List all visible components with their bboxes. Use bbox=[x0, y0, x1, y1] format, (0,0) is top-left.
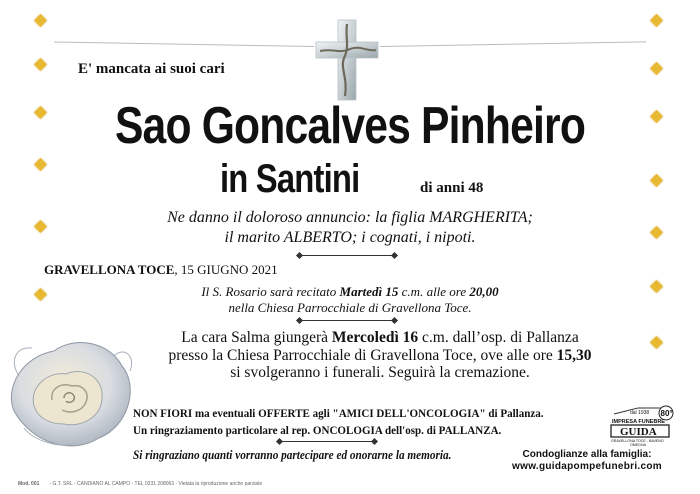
separator bbox=[280, 441, 374, 442]
dateline-date: , 15 GIUGNO 2021 bbox=[174, 262, 278, 277]
logo-name: GUIDA bbox=[620, 426, 657, 438]
footer-mod: Mod. 001 bbox=[18, 481, 40, 487]
separator bbox=[300, 320, 394, 321]
thanks-text: Si ringraziano quanti vorranno partecipare ed onorarne la memoria. bbox=[133, 448, 452, 462]
dateline bbox=[44, 262, 278, 278]
funeral-l2-time: 15,30 bbox=[556, 347, 592, 364]
funeral-line-2 bbox=[80, 347, 680, 365]
deceased-name: Sao Goncalves Pinheiro bbox=[114, 97, 586, 155]
logo-years: 80° bbox=[660, 409, 673, 418]
rose-icon bbox=[4, 316, 144, 456]
separator bbox=[300, 255, 394, 256]
ornament-diamond-icon bbox=[650, 174, 663, 187]
rosary-time: 20,00 bbox=[469, 284, 499, 299]
rosary-line-1 bbox=[0, 284, 700, 300]
dateline-place: GRAVELLONA TOCE bbox=[44, 262, 175, 277]
ornament-diamond-icon bbox=[34, 106, 47, 119]
logo-sub: GRAVELLONA TOCE - BAVENO bbox=[611, 439, 664, 443]
donations-line-2: Un ringraziamento particolare al rep. ONCOLOGIA dell'osp. di PALLANZA. bbox=[133, 423, 502, 437]
funeral-l1-day: Mercoledì 16 bbox=[331, 329, 419, 346]
announcement-line-1: Ne danno il doloroso annuncio: la figlia MARGHERITA; bbox=[167, 209, 533, 226]
ornament-diamond-icon bbox=[34, 14, 47, 27]
logo-top: IMPRESA FUNEBRE bbox=[612, 419, 665, 425]
ornament-diamond-icon bbox=[34, 58, 47, 71]
agency-logo bbox=[608, 404, 676, 446]
ornament-diamond-icon bbox=[34, 158, 47, 171]
agency-website[interactable]: www.guidapompefunebri.com bbox=[512, 461, 662, 472]
funeral-line-3: si svolgeranno i funerali. Seguirà la cremazione. bbox=[230, 364, 530, 381]
rosary-pre: Il S. Rosario sarà recitato bbox=[201, 284, 340, 299]
funeral-line-1 bbox=[80, 329, 680, 347]
footer-text: - G.T. SRL - CANDIANO AL CAMPO - TEL 0331 208063 - Vietata la riproduzione anche parziale bbox=[49, 481, 263, 487]
announcement-line-2: il marito ALBERTO; i cognati, i nipoti. bbox=[224, 229, 476, 246]
donations-line-1: NON FIORI ma eventuali OFFERTE agli "AMICI DELL'ONCOLOGIA" di Pallanza. bbox=[133, 406, 544, 420]
cross-icon bbox=[314, 18, 380, 102]
logo-since: dal 1938 bbox=[630, 410, 650, 416]
header-line-left bbox=[54, 41, 314, 47]
footer bbox=[18, 481, 262, 487]
condolences-text: Condoglianze alla famiglia: bbox=[522, 449, 652, 460]
rosary-line-2: nella Chiesa Parrocchiale di Gravellona Toce. bbox=[228, 300, 472, 315]
funeral-l1-post: c.m. dall’osp. di Pallanza bbox=[418, 329, 579, 346]
logo-city: OMEGNA bbox=[630, 443, 646, 446]
ornament-diamond-icon bbox=[650, 110, 663, 123]
rosary-mid: c.m. alle ore bbox=[398, 284, 470, 299]
ornament-diamond-icon bbox=[650, 62, 663, 75]
ornament-diamond-icon bbox=[650, 14, 663, 27]
funeral-l2-pre: presso la Chiesa Parrocchiale di Gravellona Toce, ove alle ore bbox=[168, 347, 557, 364]
age-text: di anni 48 bbox=[420, 180, 484, 196]
intro-text: E' mancata ai suoi cari bbox=[78, 61, 225, 77]
header-line-right bbox=[380, 41, 646, 47]
rosary-day: Martedì 15 bbox=[339, 284, 399, 299]
funeral-l1-pre: La cara Salma giungerà bbox=[181, 329, 332, 346]
married-name: in Santini bbox=[220, 157, 360, 201]
